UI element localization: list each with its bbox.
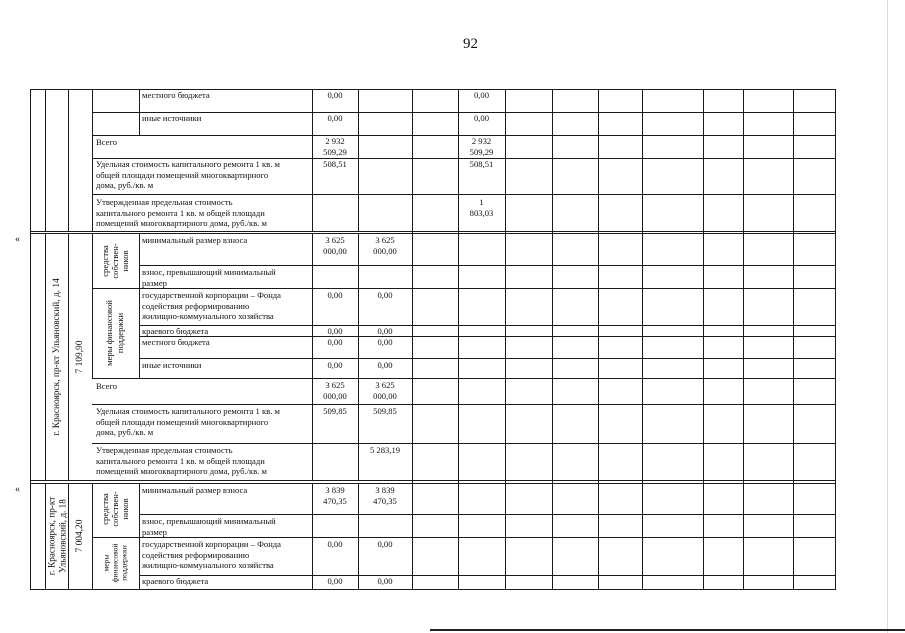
owner-funds-label: средства собствен- ников bbox=[100, 243, 130, 279]
row-label: минимальный размер взноса bbox=[142, 235, 248, 245]
total-value: 2 932 509,29 bbox=[469, 136, 494, 157]
address-label: г. Красноярск, пр-кт Ульяновский, д. 14 bbox=[52, 278, 62, 436]
unit-cost-value: 509,85 bbox=[323, 406, 347, 416]
total-label: Всего bbox=[96, 137, 118, 147]
max-cost-value: 1 803,03 bbox=[469, 197, 494, 218]
row-label: минимальный размер взноса bbox=[142, 485, 248, 495]
unit-cost-label: Удельная стоимость капитального ремонта 1 кв. м общей площади помещений многоквартирного дома, руб./кв. м bbox=[96, 159, 280, 191]
total-value: 3 625 000,00 bbox=[373, 380, 397, 401]
total-value: 2 932 509,29 bbox=[323, 136, 347, 157]
max-cost-label: Утвержденная предельная стоимость капитального ремонта 1 кв. м общей площади помещений многоквартирного дома, руб./кв. м bbox=[96, 197, 267, 229]
row-label: государственной корпорации – Фонда содействия реформированию жилищно-коммунального хозяйства bbox=[142, 539, 281, 571]
row-label: взнос, превышающий минимальный размер bbox=[142, 267, 276, 288]
address-label: г. Красноярск, пр-кт Ульяновский, д. 18 bbox=[46, 496, 67, 576]
cell-value: 0,00 bbox=[473, 90, 490, 100]
cell-value: 0,00 bbox=[327, 326, 343, 336]
cell-value: 0,00 bbox=[377, 360, 393, 370]
unit-cost-value: 509,85 bbox=[373, 406, 397, 416]
cell-value: 3 839 470,35 bbox=[323, 485, 347, 506]
cell-value: 0,00 bbox=[377, 337, 393, 347]
cell-value: 0,00 bbox=[327, 290, 343, 300]
cell-value: 0,00 bbox=[377, 290, 393, 300]
max-cost-value: 5 283,19 bbox=[369, 445, 401, 455]
row-label: местного бюджета bbox=[142, 90, 210, 100]
row-label: иные источники bbox=[142, 360, 202, 370]
row-label: краевого бюджета bbox=[142, 326, 209, 336]
cell-value: 0,00 bbox=[377, 326, 393, 336]
total-value: 3 625 000,00 bbox=[323, 380, 347, 401]
financial-support-label: меры финансовой поддержки bbox=[101, 543, 129, 583]
cell-value: 0,00 bbox=[327, 576, 343, 586]
cell-value: 3 625 000,00 bbox=[373, 235, 397, 256]
row-label: взнос, превышающий минимальный размер bbox=[142, 516, 276, 537]
cell-value: 0,00 bbox=[327, 360, 343, 370]
unit-cost-value: 508,51 bbox=[469, 159, 494, 169]
total-label: Всего bbox=[96, 381, 118, 391]
cell-value: 0,00 bbox=[327, 539, 343, 549]
row-label: краевого бюджета bbox=[142, 576, 209, 586]
cell-value: 0,00 bbox=[377, 539, 393, 549]
row-label: государственной корпорации – Фонда содействия реформированию жилищно-коммунального хозяйства bbox=[142, 290, 281, 322]
max-cost-label: Утвержденная предельная стоимость капитального ремонта 1 кв. м общей площади помещений многоквартирного дома, руб./кв. м bbox=[96, 445, 267, 477]
area-value: 7 004,20 bbox=[75, 519, 85, 553]
row-label: местного бюджета bbox=[142, 337, 210, 347]
cell-value: 0,00 bbox=[473, 113, 490, 123]
cell-value: 3 625 000,00 bbox=[323, 235, 347, 256]
cell-value: 0,00 bbox=[327, 337, 343, 347]
row-label: иные источники bbox=[142, 113, 202, 123]
scan-edge bbox=[887, 0, 888, 633]
cell-value: 0,00 bbox=[377, 576, 393, 586]
page-number: 92 bbox=[463, 36, 478, 52]
cell-value: 0,00 bbox=[327, 113, 343, 123]
owner-funds-label: средства собствен- ников bbox=[100, 491, 130, 527]
unit-cost-label: Удельная стоимость капитального ремонта 1 кв. м общей площади помещений многоквартирного дома, руб./кв. м bbox=[96, 406, 280, 438]
area-value: 7 109,90 bbox=[75, 340, 85, 374]
cell-value: 3 839 470,35 bbox=[373, 485, 397, 506]
unit-cost-value: 508,51 bbox=[323, 159, 347, 169]
quote-mark: « bbox=[15, 234, 20, 245]
quote-mark: « bbox=[15, 484, 20, 495]
scan-edge bbox=[430, 629, 905, 631]
cell-value: 0,00 bbox=[327, 90, 343, 100]
financial-support-label: меры финансовой поддержки bbox=[104, 300, 125, 366]
